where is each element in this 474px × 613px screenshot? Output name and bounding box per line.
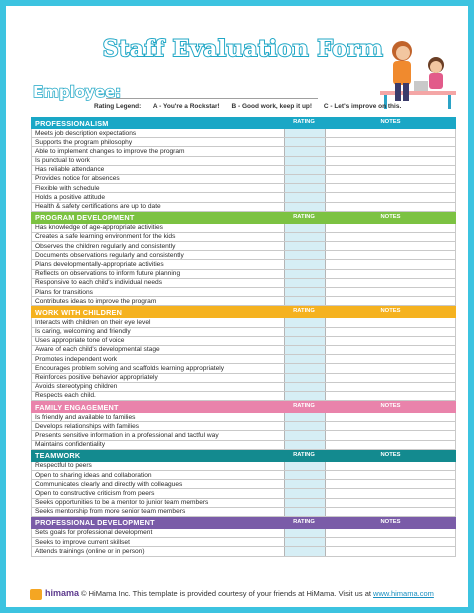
criteria-row: [31, 462, 456, 471]
criteria-row: [31, 441, 456, 450]
criteria-row: [31, 147, 456, 156]
section-title: PROFESSIONAL DEVELOPMENT: [35, 518, 155, 528]
criteria-row: [31, 288, 456, 297]
criteria-row: [31, 499, 456, 508]
rating-cell[interactable]: [284, 224, 326, 232]
criteria-text: Maintains confidentiality: [35, 441, 106, 449]
legend-b: B - Good work, keep it up!: [231, 103, 313, 110]
criteria-text: Plans for transitions: [35, 288, 93, 296]
rating-cell[interactable]: [284, 251, 326, 259]
criteria-text: Is caring, welcoming and friendly: [35, 328, 131, 336]
rating-cell[interactable]: [284, 203, 326, 211]
rating-cell[interactable]: [284, 242, 326, 250]
employee-label: Employee:: [33, 83, 122, 101]
notes-column-header: NOTES: [380, 119, 401, 125]
criteria-row: [31, 297, 456, 306]
criteria-row: [31, 489, 456, 498]
criteria-row: [31, 383, 456, 392]
rating-cell[interactable]: [284, 392, 326, 400]
rating-column-header: RATING: [293, 518, 315, 525]
section-title: WORK WITH CHILDREN: [35, 307, 123, 317]
section-title: PROGRAM DEVELOPMENT: [35, 213, 135, 223]
criteria-row: [31, 471, 456, 480]
legend-c: C - Let's improve on this.: [323, 103, 402, 110]
criteria-text: Has knowledge of age-appropriate activities: [35, 224, 163, 232]
criteria-row: [31, 508, 456, 517]
criteria-row: [31, 203, 456, 212]
criteria-text: Holds a positive attitude: [35, 193, 106, 201]
evaluation-table: [31, 117, 456, 557]
footer: [24, 588, 464, 602]
rating-cell[interactable]: [284, 374, 326, 382]
criteria-text: Has reliable attendance: [35, 166, 105, 174]
criteria-row: [31, 355, 456, 364]
criteria-row: [31, 166, 456, 175]
criteria-text: Seeks to improve current skillset: [35, 538, 130, 546]
rating-cell[interactable]: [284, 508, 326, 516]
rating-cell[interactable]: [284, 318, 326, 326]
criteria-row: [31, 547, 456, 556]
criteria-row: [31, 224, 456, 233]
criteria-row: [31, 251, 456, 260]
rating-cell[interactable]: [284, 260, 326, 268]
section-header: [31, 517, 456, 529]
footer-copyright: © HiMama Inc. This template is provided courtesy of your friends at HiMama. Visit us at: [81, 589, 374, 598]
criteria-row: [31, 422, 456, 431]
criteria-text: Responsive to each child's individual needs: [35, 279, 162, 287]
himama-logo-icon: [30, 589, 42, 600]
rating-cell[interactable]: [284, 471, 326, 479]
rating-cell[interactable]: [284, 288, 326, 296]
criteria-row: [31, 184, 456, 193]
criteria-row: [31, 129, 456, 138]
criteria-row: [31, 318, 456, 327]
criteria-text: Is punctual to work: [35, 157, 90, 165]
criteria-text: Promotes independent work: [35, 355, 118, 363]
rating-cell[interactable]: [284, 193, 326, 201]
criteria-text: Aware of each child's developmental stage: [35, 346, 160, 354]
rating-cell[interactable]: [284, 337, 326, 345]
notes-column-header: NOTES: [380, 451, 401, 458]
notes-column-header: NOTES: [380, 403, 401, 410]
criteria-row: [31, 346, 456, 355]
criteria-text: Meets job description expectations: [35, 129, 137, 137]
criteria-row: [31, 337, 456, 346]
rating-legend: [94, 103, 411, 110]
criteria-text: Sets goals for professional development: [35, 529, 153, 537]
rating-cell[interactable]: [284, 233, 326, 241]
rating-cell[interactable]: [284, 147, 326, 155]
criteria-text: Is friendly and available to families: [35, 413, 136, 421]
rating-cell[interactable]: [284, 184, 326, 192]
criteria-row: [31, 138, 456, 147]
criteria-text: Plans developmentally-appropriate activities: [35, 260, 164, 268]
criteria-row: [31, 328, 456, 337]
section-header: [31, 306, 456, 318]
rating-cell[interactable]: [284, 297, 326, 305]
legend-label: Rating Legend:: [94, 103, 142, 110]
rating-cell[interactable]: [284, 346, 326, 354]
rating-cell[interactable]: [284, 279, 326, 287]
notes-column-header: NOTES: [380, 308, 401, 315]
section-header: [31, 117, 456, 129]
rating-cell[interactable]: [284, 480, 326, 488]
criteria-text: Provides notice for absences: [35, 175, 120, 183]
section-title: TEAMWORK: [35, 451, 81, 461]
criteria-text: Observes the children regularly and consistently: [35, 242, 176, 250]
rating-cell[interactable]: [284, 538, 326, 546]
legend-a: A - You're a Rockstar!: [152, 103, 220, 110]
rating-cell[interactable]: [284, 462, 326, 470]
criteria-row: [31, 374, 456, 383]
criteria-text: Respects each child.: [35, 392, 96, 400]
criteria-text: Reflects on observations to inform future planning: [35, 270, 181, 278]
criteria-row: [31, 233, 456, 242]
criteria-row: [31, 538, 456, 547]
criteria-row: [31, 193, 456, 202]
employee-name-field[interactable]: [106, 98, 318, 99]
rating-cell[interactable]: [284, 364, 326, 372]
rating-cell[interactable]: [284, 383, 326, 391]
criteria-text: Documents observations regularly and consistently: [35, 251, 184, 259]
section-title: FAMILY ENGAGEMENT: [35, 402, 119, 412]
criteria-text: Seeks mentorship from more senior team members: [35, 508, 186, 516]
criteria-text: Avoids stereotyping children: [35, 383, 118, 391]
criteria-row: [31, 157, 456, 166]
criteria-row: [31, 260, 456, 269]
rating-cell[interactable]: [284, 129, 326, 137]
rating-cell[interactable]: [284, 441, 326, 449]
criteria-row: [31, 413, 456, 422]
rating-cell[interactable]: [284, 175, 326, 183]
rating-cell[interactable]: [284, 166, 326, 174]
criteria-text: Interacts with children on their eye level: [35, 318, 151, 326]
logo-text: himama: [45, 588, 80, 598]
footer-text: [81, 589, 434, 598]
criteria-text: Flexible with schedule: [35, 184, 100, 192]
criteria-text: Communicates clearly and directly with colleagues: [35, 480, 183, 488]
criteria-text: Creates a safe learning environment for the kids: [35, 233, 176, 241]
criteria-text: Presents sensitive information in a professional and tactful way: [35, 431, 219, 439]
section-header: [31, 212, 456, 224]
criteria-text: Supports the program philosophy: [35, 138, 133, 146]
criteria-text: Uses appropriate tone of voice: [35, 337, 125, 345]
criteria-row: [31, 529, 456, 538]
criteria-text: Encourages problem solving and scaffolds learning appropriately: [35, 364, 225, 372]
rating-cell[interactable]: [284, 413, 326, 421]
criteria-row: [31, 364, 456, 373]
criteria-row: [31, 480, 456, 489]
criteria-text: Open to constructive criticism from peers: [35, 489, 155, 497]
criteria-text: Able to implement changes to improve the program: [35, 147, 185, 155]
footer-link[interactable]: www.himama.com: [373, 589, 434, 598]
criteria-text: Respectful to peers: [35, 462, 92, 470]
rating-column-header: RATING: [293, 213, 315, 220]
rating-cell[interactable]: [284, 270, 326, 278]
criteria-row: [31, 270, 456, 279]
criteria-text: Health & safety certifications are up to date: [35, 203, 161, 210]
criteria-text: Seeks opportunities to be a mentor to junior team members: [35, 499, 209, 507]
section-header: [31, 401, 456, 413]
criteria-text: Contributes ideas to improve the program: [35, 297, 157, 305]
rating-cell[interactable]: [284, 157, 326, 165]
criteria-text: Attends trainings (online or in person): [35, 547, 145, 555]
criteria-row: [31, 279, 456, 288]
notes-column-header: NOTES: [380, 213, 401, 220]
teacher-child-illustration: [376, 33, 460, 111]
rating-column-header: RATING: [293, 403, 315, 410]
criteria-row: [31, 392, 456, 401]
criteria-row: [31, 242, 456, 251]
rating-cell[interactable]: [284, 547, 326, 555]
rating-cell[interactable]: [284, 431, 326, 439]
rating-cell[interactable]: [284, 529, 326, 537]
criteria-row: [31, 175, 456, 184]
page-title: Staff Evaluation Form: [102, 36, 384, 62]
rating-cell[interactable]: [284, 499, 326, 507]
criteria-row: [31, 431, 456, 440]
rating-cell[interactable]: [284, 355, 326, 363]
rating-column-header: RATING: [293, 308, 315, 315]
criteria-text: Reinforces positive behavior appropriately: [35, 374, 158, 381]
rating-cell[interactable]: [284, 489, 326, 497]
section-header: [31, 450, 456, 462]
notes-column-header: NOTES: [380, 518, 401, 525]
section-title: PROFESSIONALISM: [35, 118, 109, 128]
criteria-text: Open to sharing ideas and collaboration: [35, 471, 152, 479]
criteria-text: Develops relationships with families: [35, 422, 140, 430]
rating-cell[interactable]: [284, 422, 326, 430]
rating-column-header: RATING: [293, 119, 315, 125]
rating-column-header: RATING: [293, 451, 315, 458]
rating-cell[interactable]: [284, 138, 326, 146]
rating-cell[interactable]: [284, 328, 326, 336]
